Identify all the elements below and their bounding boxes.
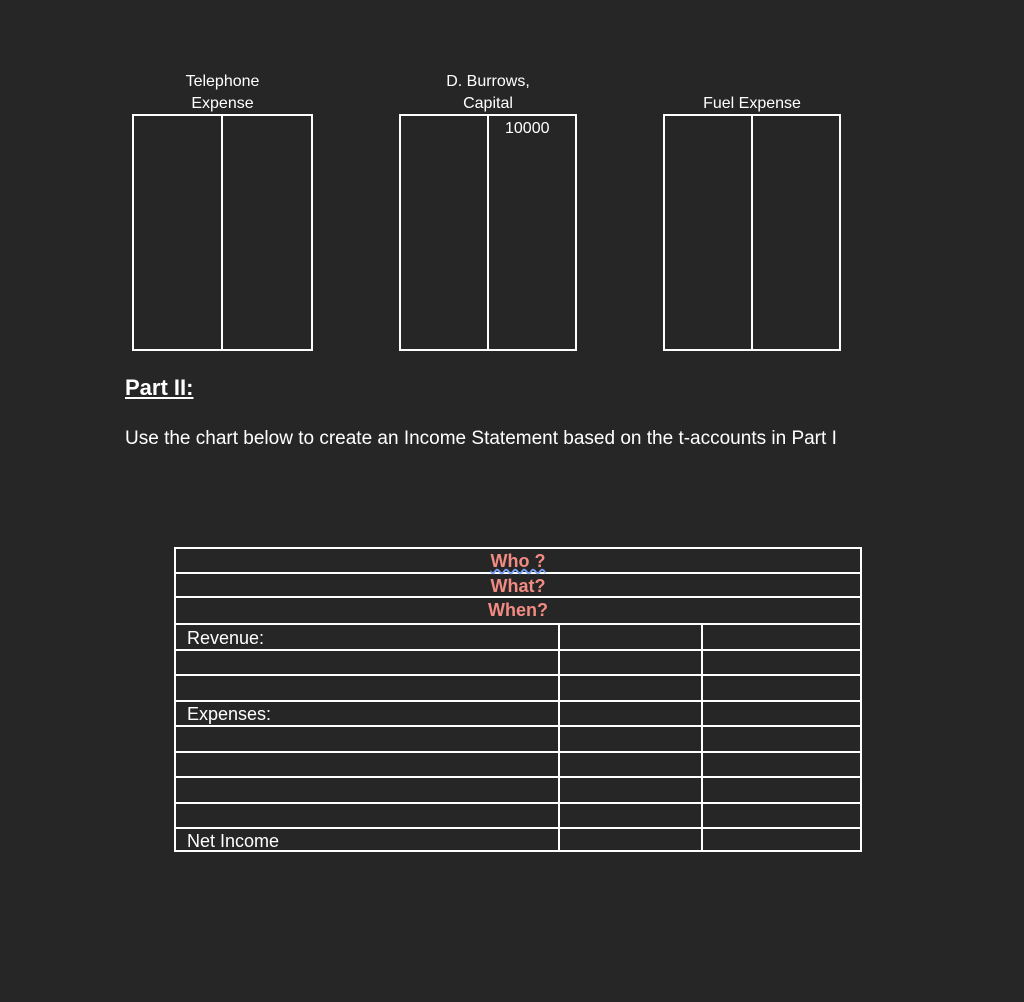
table-rule xyxy=(174,802,862,804)
table-rule xyxy=(174,776,862,778)
t-account-title xyxy=(132,71,313,115)
table-rule xyxy=(174,623,862,625)
t-account-title-line1: Telephone xyxy=(185,73,260,90)
t-account-title xyxy=(663,93,841,115)
t-account-title xyxy=(399,71,577,115)
t-account-title-line2: Capital xyxy=(463,95,513,112)
part-2-heading: Part II: xyxy=(125,375,194,400)
t-account-credit-entry: 10000 xyxy=(505,120,550,137)
header-when: When? xyxy=(488,600,548,620)
t-account-title-line2: Expense xyxy=(191,95,254,112)
table-column-divider xyxy=(558,623,560,852)
income-statement-table xyxy=(174,547,862,852)
part-2-instructions: Use the chart below to create an Income Statement based on the t-accounts in Part I xyxy=(125,428,837,449)
net-income-label: Net Income xyxy=(187,831,280,851)
table-rule xyxy=(174,700,862,702)
revenue-label: Revenue: xyxy=(187,628,265,648)
t-account-divider xyxy=(487,114,489,351)
t-account-divider xyxy=(751,114,753,351)
table-column-divider xyxy=(701,623,703,852)
t-account-divider xyxy=(221,114,223,351)
t-account-burrows-capital xyxy=(399,73,577,351)
table-rule xyxy=(174,674,862,676)
t-account-title-line1: Fuel Expense xyxy=(703,95,801,112)
t-account-title-line1: D. Burrows, xyxy=(446,73,530,90)
header-what: What? xyxy=(490,576,546,596)
t-account-fuel-expense xyxy=(663,95,841,351)
header-who-text: Who ? xyxy=(490,551,546,571)
table-rule xyxy=(174,751,862,753)
table-rule xyxy=(174,725,862,727)
header-who xyxy=(174,549,862,573)
table-rule xyxy=(174,649,862,651)
expenses-label: Expenses: xyxy=(187,704,272,724)
t-account-telephone-expense xyxy=(132,73,313,351)
table-rule xyxy=(174,827,862,829)
